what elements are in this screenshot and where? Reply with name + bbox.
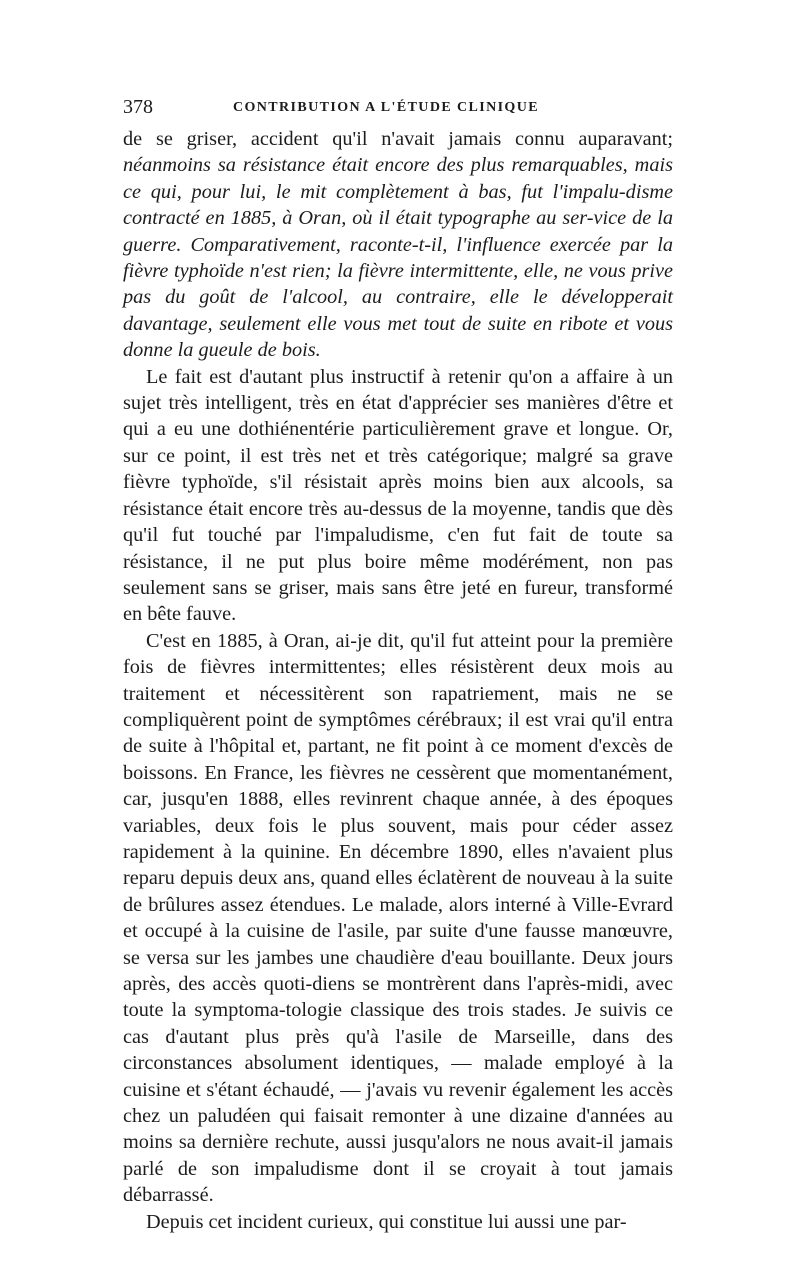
paragraph-continued bbox=[123, 126, 673, 364]
body-text bbox=[123, 126, 673, 1235]
running-head bbox=[123, 92, 673, 122]
paragraph-lead-text: de se griser, accident qu'il n'avait jamais connu auparavant; bbox=[123, 128, 673, 150]
running-title: CONTRIBUTION A L'ÉTUDE CLINIQUE bbox=[233, 100, 539, 115]
italic-quotation: néanmoins sa résistance était encore des plus remarquables, mais ce qui, pour lui, le mit complètement à bas, fut l'impalu-disme contracté en 1885, à Oran, où il était typographe au ser-vice de la guerre. Comparativement, raconte-t-il, l'influence exercée par la fièvre typhoïde n'est rien; la fièvre intermittente, elle, ne vous prive pas du goût de l'alcool, au contraire, elle le développerait davantage, seulement elle vous met tout de suite en ribote et vous donne la gueule de bois. bbox=[123, 154, 673, 362]
paragraph-last-line: Depuis cet incident curieux, qui constitue lui aussi une par- bbox=[146, 1210, 627, 1233]
paragraph: Le fait est d'autant plus instructif à retenir qu'on a affaire à un sujet très intelligent, très en état d'apprécier ses manières d'être et qui a eu une dothiénentérie particulièrement grave et longue. Or, sur ce point, il est très net et très catégorique; malgré sa grave fièvre typhoïde, s'il résistait après moins bien aux alcools, sa résistance était encore très au-dessus de la moyenne, tandis que dès qu'il fut touché par l'impaludisme, c'en fut fait de toute sa résistance, il ne put plus boire même modérément, non pas seulement sans se griser, mais sans être jeté en fureur, transformé en bête fauve. bbox=[123, 365, 673, 626]
paragraph: C'est en 1885, à Oran, ai-je dit, qu'il fut atteint pour la première fois de fièvres intermittentes; elles résistèrent deux mois au traitement et nécessitèrent son rapatriement, mais ne se compliquèrent point de symptômes cérébraux; il est vrai qu'il entra de suite à l'hôpital et, partant, ne fit point à ce moment d'excès de boissons. En France, les fièvres ne cessèrent que momentanément, car, jusqu'en 1888, elles revinrent chaque année, à des époques variables, deux fois le plus souvent, mais pour céder assez rapidement à la quinine. En décembre 1890, elles n'avaient plus reparu depuis deux ans, quand elles éclatèrent de nouveau à la suite de brûlures assez étendues. Le malade, alors interné à Ville-Evrard et occupé à la cuisine de l'asile, par suite d'une fausse manœuvre, se versa sur les jambes une chaudière d'eau bouillante. Deux jours après, des accès quoti-diens se montrèrent dans l'après-midi, avec toute la symptoma-tologie classique des trois stades. Je suivis ce cas d'autant plus près qu'à l'asile de Marseille, dans des circonstances absolument identiques, — malade employé à la cuisine et s'étant échaudé, — j'avais vu revenir également les accès chez un paludéen qui faisait remonter à une dizaine d'années au moins sa dernière rechute, aussi jusqu'alors ne nous avait-il jamais parlé de son impaludisme dont il se croyait à tout jamais débarrassé. bbox=[123, 629, 673, 1207]
book-page bbox=[123, 92, 673, 1233]
page-number: 378 bbox=[123, 96, 153, 118]
